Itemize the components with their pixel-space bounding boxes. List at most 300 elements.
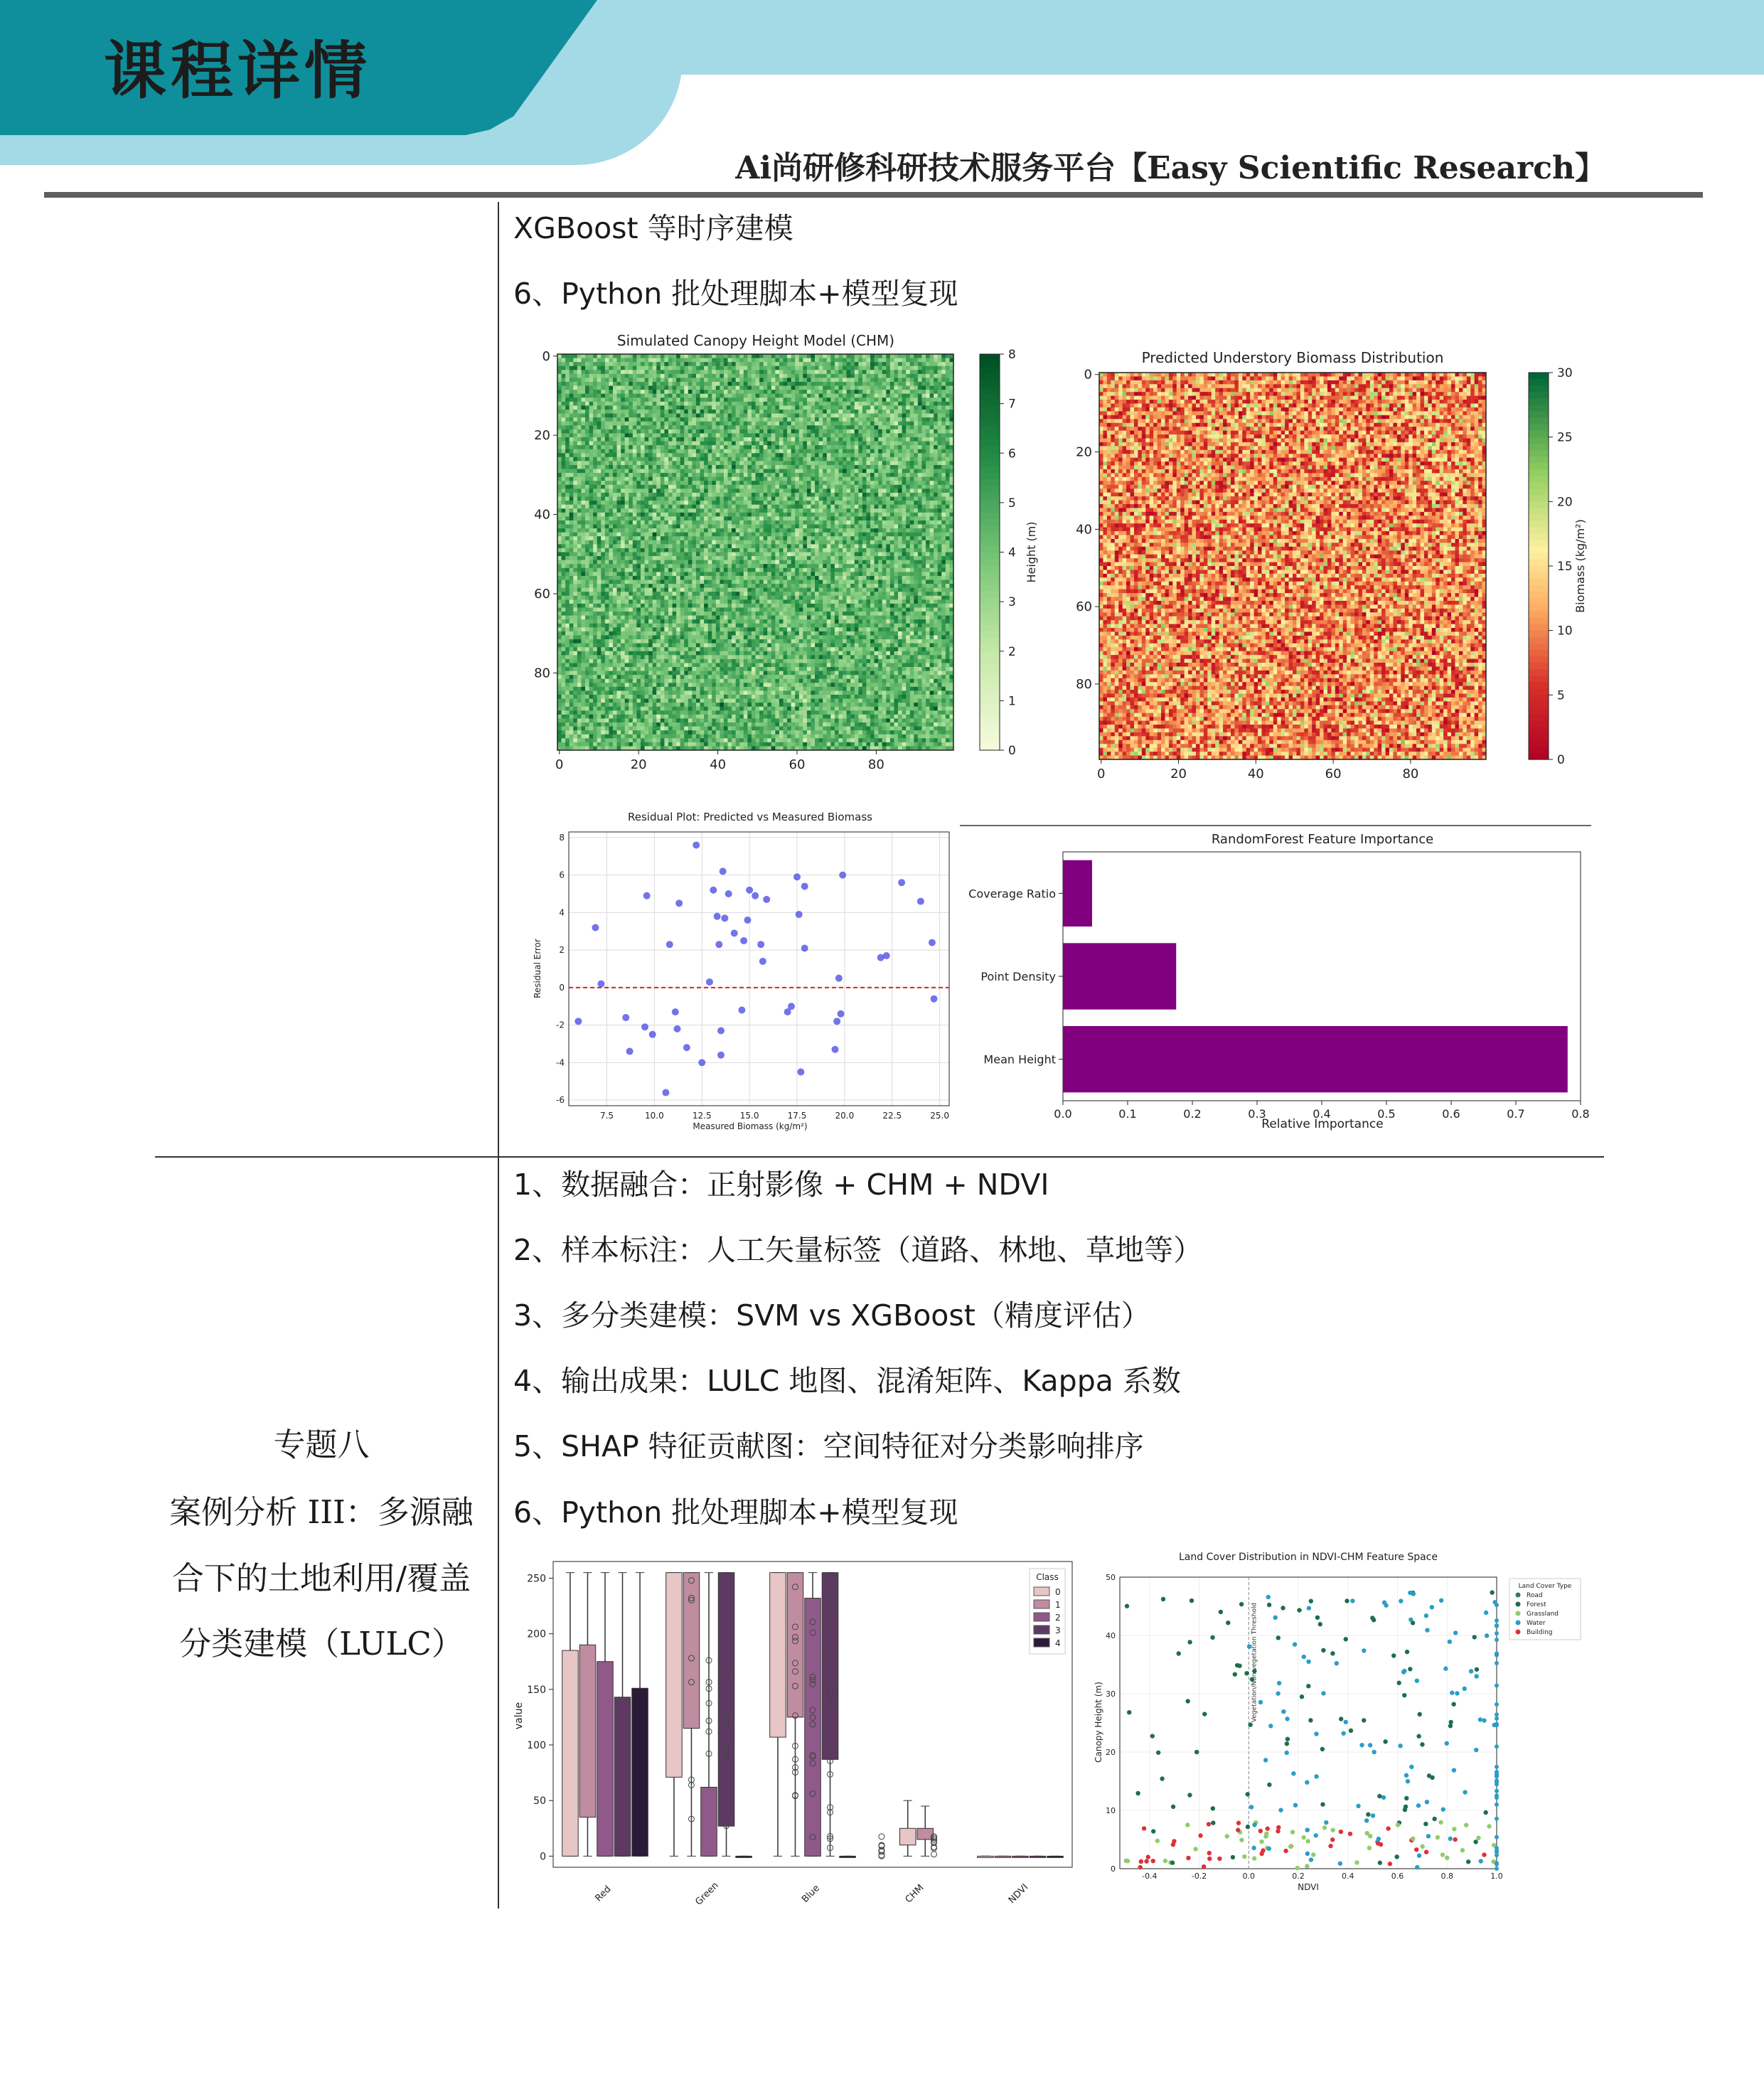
residual-point bbox=[683, 1044, 690, 1051]
landcover-point bbox=[1341, 1731, 1345, 1736]
chart-title: Land Cover Distribution in NDVI-CHM Feature Space bbox=[1179, 1552, 1438, 1563]
landcover-point bbox=[1478, 1717, 1482, 1721]
residual-point bbox=[796, 911, 803, 918]
landcover-point bbox=[1211, 1820, 1215, 1825]
topic-title-line-3: 分类建模（LULC） bbox=[158, 1618, 485, 1664]
legend-label: 1 bbox=[1055, 1600, 1061, 1610]
landcover-point bbox=[1276, 1691, 1280, 1695]
y-tick-label: -4 bbox=[556, 1057, 565, 1067]
landcover-point bbox=[1187, 1793, 1192, 1797]
importance-bar bbox=[1063, 860, 1092, 927]
landcover-point bbox=[1367, 1846, 1372, 1850]
landcover-point bbox=[1473, 1840, 1477, 1844]
landcover-point bbox=[1386, 1826, 1390, 1830]
landcover-point bbox=[1423, 1822, 1428, 1826]
threshold-label: Vegetation/Non-vegetation Threshold bbox=[1251, 1603, 1258, 1722]
landcover-point bbox=[1295, 1866, 1299, 1870]
landcover-point bbox=[1453, 1837, 1458, 1842]
landcover-point bbox=[1187, 1640, 1192, 1644]
landcover-point bbox=[1252, 1669, 1256, 1673]
landcover-point bbox=[1185, 1699, 1190, 1703]
landcover-point bbox=[1377, 1794, 1381, 1798]
landcover-point bbox=[1482, 1718, 1486, 1722]
y-tick-label: 250 bbox=[527, 1573, 546, 1584]
landcover-point bbox=[1321, 1648, 1325, 1653]
box bbox=[718, 1573, 734, 1827]
landcover-point bbox=[1236, 1821, 1241, 1825]
landcover-point bbox=[1372, 1618, 1376, 1622]
residual-point bbox=[592, 924, 599, 931]
landcover-point bbox=[1474, 1674, 1478, 1678]
landcover-point bbox=[1290, 1830, 1295, 1834]
landcover-point bbox=[1368, 1743, 1372, 1747]
landcover-point bbox=[1418, 1712, 1422, 1717]
category-label: Point Density bbox=[980, 970, 1056, 983]
landcover-point bbox=[1479, 1859, 1483, 1863]
chart-title: Residual Plot: Predicted vs Measured Biomass bbox=[628, 811, 872, 823]
lower-line-2: 2、样本标注：人工矢量标签（道路、林地、草地等） bbox=[513, 1227, 1202, 1269]
y-tick-label: 10 bbox=[1106, 1806, 1116, 1815]
x-tick-label: 22.5 bbox=[882, 1111, 902, 1121]
y-tick-label: 30 bbox=[1106, 1689, 1116, 1699]
landcover-point bbox=[1495, 1770, 1499, 1774]
x-tick-label: 0.0 bbox=[1243, 1872, 1256, 1881]
landcover-point bbox=[1432, 1817, 1436, 1821]
landcover-point bbox=[1495, 1702, 1499, 1707]
landcover-point bbox=[1495, 1683, 1499, 1687]
landcover-point bbox=[1443, 1667, 1448, 1671]
landcover-point bbox=[1249, 1805, 1253, 1809]
residual-point bbox=[788, 1003, 795, 1010]
landcover-point bbox=[1436, 1835, 1440, 1840]
feature-importance-chart bbox=[960, 823, 1600, 1136]
category-label: Mean Height bbox=[983, 1053, 1056, 1067]
colorbar-tick-label: 2 bbox=[1008, 645, 1016, 659]
residual-point bbox=[717, 1052, 725, 1059]
landcover-point bbox=[1194, 1750, 1199, 1754]
landcover-point bbox=[1354, 1860, 1359, 1864]
landcover-point bbox=[1237, 1664, 1241, 1668]
y-axis-label: Residual Error bbox=[533, 939, 542, 998]
x-tick-label: 0.8 bbox=[1441, 1872, 1454, 1881]
x-tick-label: 0.6 bbox=[1442, 1107, 1460, 1121]
landcover-point bbox=[1490, 1590, 1494, 1594]
landcover-point bbox=[1495, 1849, 1499, 1854]
landcover-point bbox=[1404, 1773, 1408, 1778]
residual-point bbox=[763, 896, 770, 903]
y-tick-label: 20 bbox=[1076, 445, 1092, 460]
landcover-point bbox=[1259, 1840, 1263, 1844]
landcover-point bbox=[1217, 1857, 1222, 1861]
y-tick-label: 200 bbox=[527, 1629, 546, 1640]
box bbox=[787, 1573, 803, 1717]
landcover-point bbox=[1293, 1642, 1297, 1646]
box bbox=[736, 1856, 752, 1857]
landcover-point bbox=[1339, 1830, 1343, 1834]
landcover-point bbox=[1424, 1613, 1428, 1618]
landcover-point bbox=[1450, 1690, 1454, 1694]
landcover-point bbox=[1411, 1837, 1415, 1841]
landcover-point bbox=[1309, 1857, 1313, 1862]
landcover-point bbox=[1307, 1606, 1311, 1610]
landcover-point bbox=[1495, 1867, 1499, 1871]
x-tick-label: 0 bbox=[555, 757, 563, 772]
residual-point bbox=[693, 841, 700, 848]
x-tick-label: 20 bbox=[631, 757, 647, 772]
landcover-point bbox=[1344, 1637, 1348, 1641]
topic-title-line-2: 合下的土地利用/覆盖 bbox=[158, 1552, 485, 1598]
y-axis-label: value bbox=[513, 1702, 525, 1729]
landcover-point bbox=[1239, 1837, 1244, 1842]
colorbar-label: Biomass (kg/m²) bbox=[1573, 519, 1587, 613]
landcover-point bbox=[1151, 1829, 1155, 1833]
landcover-point bbox=[1281, 1606, 1285, 1610]
residual-point bbox=[725, 890, 732, 897]
landcover-point bbox=[1414, 1847, 1418, 1852]
landcover-point bbox=[1415, 1865, 1419, 1869]
landcover-point bbox=[1426, 1834, 1431, 1838]
landcover-point bbox=[1330, 1827, 1335, 1832]
landcover-point bbox=[1441, 1807, 1445, 1811]
landcover-point bbox=[1484, 1611, 1488, 1615]
residual-point bbox=[744, 917, 751, 924]
landcover-point bbox=[1427, 1773, 1431, 1778]
landcover-point bbox=[1163, 1859, 1167, 1863]
landcover-point bbox=[1349, 1729, 1353, 1733]
landcover-point bbox=[1293, 1803, 1298, 1808]
x-tick-label: 0.7 bbox=[1507, 1107, 1524, 1121]
landcover-point bbox=[1305, 1852, 1310, 1856]
landcover-point bbox=[1155, 1839, 1160, 1843]
colorbar bbox=[980, 348, 1038, 758]
colorbar-tick-label: 10 bbox=[1557, 624, 1573, 639]
x-tick-label: Blue bbox=[800, 1883, 822, 1905]
residual-point bbox=[717, 1027, 725, 1035]
landcover-point bbox=[1185, 1822, 1190, 1827]
colorbar-tick-label: 30 bbox=[1557, 366, 1573, 380]
x-tick-label: 0.5 bbox=[1377, 1107, 1395, 1121]
landcover-point bbox=[1246, 1825, 1250, 1829]
colorbar-label: Height (m) bbox=[1025, 521, 1038, 582]
residual-point bbox=[673, 1025, 680, 1032]
legend-label: Road bbox=[1527, 1592, 1543, 1599]
x-tick-label: 0.4 bbox=[1313, 1107, 1330, 1121]
y-tick-label: 6 bbox=[559, 870, 565, 880]
landcover-point bbox=[1258, 1829, 1263, 1833]
y-tick-label: 40 bbox=[1106, 1631, 1116, 1640]
landcover-point bbox=[1415, 1679, 1419, 1683]
landcover-point bbox=[1455, 1691, 1459, 1695]
landcover-point bbox=[1396, 1681, 1401, 1685]
x-axis-label: Relative Importance bbox=[1261, 1117, 1383, 1131]
landcover-point bbox=[1202, 1712, 1207, 1716]
colorbar-tick-label: 0 bbox=[1557, 753, 1565, 767]
landcover-point bbox=[1125, 1604, 1129, 1608]
landcover-point bbox=[1383, 1739, 1387, 1744]
landcover-point bbox=[1391, 1653, 1396, 1657]
chm-heatmap-chart bbox=[526, 333, 1038, 781]
landcover-point bbox=[1258, 1700, 1263, 1704]
landcover-point bbox=[1430, 1605, 1434, 1609]
landcover-point bbox=[1171, 1805, 1175, 1809]
landcover-point bbox=[1127, 1710, 1131, 1714]
lower-line-3: 3、多分类建模：SVM vs XGBoost（精度评估） bbox=[513, 1292, 1150, 1334]
box bbox=[1047, 1856, 1064, 1857]
landcover-point bbox=[1402, 1669, 1406, 1673]
y-tick-label: 0 bbox=[542, 349, 550, 364]
landcover-point bbox=[1309, 1599, 1313, 1603]
residual-point bbox=[666, 941, 673, 948]
residual-point bbox=[672, 1008, 679, 1015]
landcover-point bbox=[1315, 1616, 1320, 1620]
plot-area bbox=[556, 832, 949, 1121]
category-label: Coverage Ratio bbox=[968, 887, 1056, 900]
box bbox=[579, 1645, 596, 1817]
landcover-point bbox=[1263, 1758, 1268, 1762]
landcover-point bbox=[1483, 1810, 1487, 1815]
landcover-point bbox=[1463, 1687, 1467, 1691]
residual-point bbox=[931, 995, 938, 1003]
box bbox=[995, 1856, 1011, 1857]
y-tick-label: 0 bbox=[1084, 368, 1092, 383]
y-tick-label: 60 bbox=[534, 587, 550, 602]
landcover-point bbox=[1267, 1603, 1271, 1607]
y-tick-label: 40 bbox=[1076, 522, 1092, 537]
residual-point bbox=[574, 1018, 582, 1025]
box bbox=[770, 1573, 786, 1737]
landcover-point bbox=[1170, 1860, 1175, 1864]
y-axis-label: Canopy Height (m) bbox=[1094, 1682, 1103, 1763]
landcover-point bbox=[1305, 1839, 1310, 1843]
landcover-point bbox=[1320, 1747, 1325, 1751]
colorbar-tick-label: 6 bbox=[1008, 447, 1016, 461]
landcover-point bbox=[1330, 1651, 1335, 1655]
landcover-point bbox=[1247, 1644, 1251, 1648]
landcover-point bbox=[1160, 1776, 1164, 1781]
landcover-point bbox=[1448, 1640, 1452, 1644]
landcover-point bbox=[1305, 1827, 1310, 1832]
landcover-point bbox=[1448, 1837, 1453, 1841]
landcover-point bbox=[1417, 1853, 1421, 1857]
residual-point bbox=[710, 887, 717, 894]
colorbar-tick-label: 4 bbox=[1008, 546, 1016, 560]
landcover-point bbox=[1466, 1859, 1470, 1864]
heatmap-cells bbox=[1099, 373, 1486, 759]
landcover-point bbox=[1495, 1638, 1499, 1642]
residual-point bbox=[759, 958, 766, 965]
residual-point bbox=[797, 1069, 804, 1076]
landcover-point bbox=[1495, 1712, 1499, 1717]
x-tick-label: 20 bbox=[1170, 767, 1187, 781]
landcover-point bbox=[1285, 1736, 1290, 1741]
landcover-point bbox=[1464, 1823, 1468, 1827]
box bbox=[632, 1688, 648, 1856]
landcover-point bbox=[1372, 1750, 1376, 1754]
landcover-point bbox=[1395, 1854, 1399, 1859]
residual-point bbox=[898, 879, 905, 886]
landcover-point bbox=[1495, 1653, 1499, 1657]
landcover-point bbox=[1308, 1718, 1313, 1722]
landcover-point bbox=[1176, 1651, 1180, 1655]
residual-point bbox=[833, 1018, 840, 1025]
upper-line-1: XGBoost 等时序建模 bbox=[513, 205, 793, 247]
x-tick-label: 0 bbox=[1097, 767, 1105, 781]
landcover-point bbox=[1283, 1849, 1288, 1853]
landcover-point bbox=[1207, 1851, 1212, 1855]
x-tick-label: -0.4 bbox=[1142, 1872, 1157, 1881]
landcover-point bbox=[1445, 1741, 1449, 1746]
band-boxplot-chart bbox=[512, 1556, 1081, 1911]
residual-point bbox=[721, 914, 728, 922]
colorbar-tick-label: 15 bbox=[1557, 560, 1573, 574]
landcover-point bbox=[1451, 1702, 1455, 1706]
landcover-point bbox=[1495, 1803, 1499, 1807]
landcover-point bbox=[1445, 1855, 1449, 1859]
upper-line-2: 6、Python 批处理脚本+模型复现 bbox=[513, 270, 958, 312]
landcover-point bbox=[1335, 1661, 1339, 1665]
x-tick-label: 80 bbox=[868, 757, 884, 772]
box bbox=[978, 1856, 994, 1857]
landcover-point bbox=[1126, 1859, 1130, 1863]
landcover-point bbox=[1285, 1751, 1289, 1755]
importance-bar bbox=[1063, 1026, 1568, 1092]
y-tick-label: 0 bbox=[540, 1851, 546, 1862]
legend-label: Water bbox=[1527, 1620, 1546, 1627]
landcover-point bbox=[1475, 1667, 1479, 1672]
landcover-point bbox=[1438, 1820, 1443, 1825]
landcover-point bbox=[1245, 1792, 1249, 1796]
landcover-point bbox=[1420, 1742, 1424, 1746]
legend-label: 2 bbox=[1055, 1613, 1061, 1623]
colorbar-tick-label: 25 bbox=[1557, 431, 1573, 445]
landcover-point bbox=[1144, 1859, 1148, 1863]
residual-point bbox=[738, 1007, 745, 1014]
residual-point bbox=[835, 975, 843, 982]
legend-title: Land Cover Type bbox=[1519, 1583, 1572, 1590]
landcover-point bbox=[1495, 1721, 1499, 1726]
landcover-point bbox=[1472, 1635, 1477, 1639]
landcover-point bbox=[1252, 1856, 1256, 1860]
landcover-point bbox=[1411, 1591, 1416, 1596]
landcover-point bbox=[1495, 1774, 1499, 1778]
landcover-point bbox=[1291, 1771, 1295, 1776]
chart-title: Simulated Canopy Height Model (CHM) bbox=[617, 333, 894, 349]
residual-point bbox=[643, 892, 651, 899]
landcover-point bbox=[1219, 1610, 1223, 1614]
landcover-point bbox=[1495, 1631, 1499, 1635]
x-axis-label: Measured Biomass (kg/m²) bbox=[693, 1121, 807, 1131]
biomass-heatmap-chart bbox=[1052, 350, 1593, 791]
residual-point bbox=[883, 952, 890, 959]
landcover-point bbox=[1495, 1817, 1499, 1821]
box bbox=[683, 1573, 700, 1729]
landcover-point bbox=[1207, 1857, 1212, 1861]
landcover-point bbox=[1463, 1790, 1467, 1794]
residual-point bbox=[626, 1048, 634, 1055]
landcover-point bbox=[1408, 1667, 1412, 1671]
y-tick-label: 20 bbox=[534, 428, 550, 443]
landcover-point bbox=[1482, 1852, 1486, 1857]
landcover-point bbox=[1408, 1618, 1413, 1622]
landcover-point bbox=[1273, 1616, 1278, 1620]
landcover-point bbox=[1330, 1837, 1335, 1842]
landcover-point bbox=[1362, 1648, 1366, 1653]
x-tick-label: 12.5 bbox=[693, 1111, 712, 1121]
x-tick-label: 0.4 bbox=[1342, 1872, 1354, 1881]
x-tick-label: 40 bbox=[1248, 767, 1264, 781]
landcover-point bbox=[1359, 1743, 1364, 1747]
landcover-point bbox=[1344, 1720, 1348, 1724]
landcover-point bbox=[1300, 1694, 1304, 1699]
landcover-point bbox=[1151, 1859, 1155, 1863]
landcover-point bbox=[1388, 1862, 1392, 1866]
landcover-point bbox=[1288, 1845, 1293, 1849]
landcover-point bbox=[1190, 1598, 1194, 1603]
landcover-point bbox=[1425, 1800, 1429, 1804]
legend-label: Forest bbox=[1527, 1601, 1546, 1608]
landcover-point bbox=[1226, 1621, 1230, 1625]
landcover-point bbox=[1495, 1661, 1499, 1665]
landcover-point bbox=[1267, 1846, 1271, 1850]
landcover-point bbox=[1297, 1608, 1301, 1612]
colorbar bbox=[1529, 366, 1587, 767]
landcover-point bbox=[1460, 1848, 1465, 1852]
y-tick-label: 80 bbox=[534, 666, 550, 680]
landcover-point bbox=[1314, 1774, 1318, 1778]
landcover-point bbox=[1305, 1780, 1309, 1784]
x-tick-label: 0.3 bbox=[1248, 1107, 1266, 1121]
lower-line-4: 4、输出成果：LULC 地图、混淆矩阵、Kappa 系数 bbox=[513, 1357, 1181, 1399]
landcover-point bbox=[1231, 1855, 1235, 1859]
legend-label: 4 bbox=[1055, 1638, 1061, 1648]
landcover-point bbox=[1338, 1862, 1342, 1866]
landcover-point bbox=[1376, 1841, 1380, 1845]
colorbar-tick-label: 3 bbox=[1008, 595, 1016, 609]
landcover-point bbox=[1268, 1724, 1273, 1728]
x-tick-label: 0.2 bbox=[1183, 1107, 1201, 1121]
landcover-point bbox=[1366, 1813, 1370, 1817]
x-tick-label: 10.0 bbox=[645, 1111, 664, 1121]
landcover-point bbox=[1424, 1849, 1428, 1854]
residual-point bbox=[597, 981, 604, 988]
box bbox=[840, 1856, 856, 1857]
residual-point bbox=[801, 882, 808, 890]
importance-bar bbox=[1063, 943, 1176, 1009]
x-tick-label: 15.0 bbox=[740, 1111, 759, 1121]
chart-title: Predicted Understory Biomass Distribution bbox=[1142, 350, 1444, 366]
landcover-point bbox=[1285, 1741, 1289, 1746]
landcover-point bbox=[1248, 1722, 1252, 1726]
landcover-point bbox=[1285, 1717, 1289, 1721]
landcover-point bbox=[1453, 1630, 1458, 1635]
x-tick-label: 0.0 bbox=[1054, 1107, 1071, 1121]
colorbar-tick-label: 7 bbox=[1008, 397, 1016, 412]
legend-label: 0 bbox=[1055, 1587, 1061, 1597]
landcover-point bbox=[1210, 1635, 1214, 1640]
landcover-point bbox=[1224, 1834, 1229, 1838]
landcover-point bbox=[1406, 1779, 1410, 1783]
x-tick-label: 7.5 bbox=[600, 1111, 614, 1121]
landcover-point bbox=[1302, 1655, 1306, 1659]
residual-point bbox=[752, 892, 759, 899]
lower-line-1: 1、数据融合：正射影像 + CHM + NDVI bbox=[513, 1161, 1049, 1203]
x-tick-label: 0.1 bbox=[1118, 1107, 1136, 1121]
landcover-point bbox=[1138, 1865, 1143, 1869]
landcover-point bbox=[1244, 1671, 1249, 1675]
topic-number: 专题八 bbox=[158, 1419, 485, 1465]
y-tick-label: 100 bbox=[527, 1740, 546, 1751]
landcover-point bbox=[1139, 1859, 1143, 1864]
